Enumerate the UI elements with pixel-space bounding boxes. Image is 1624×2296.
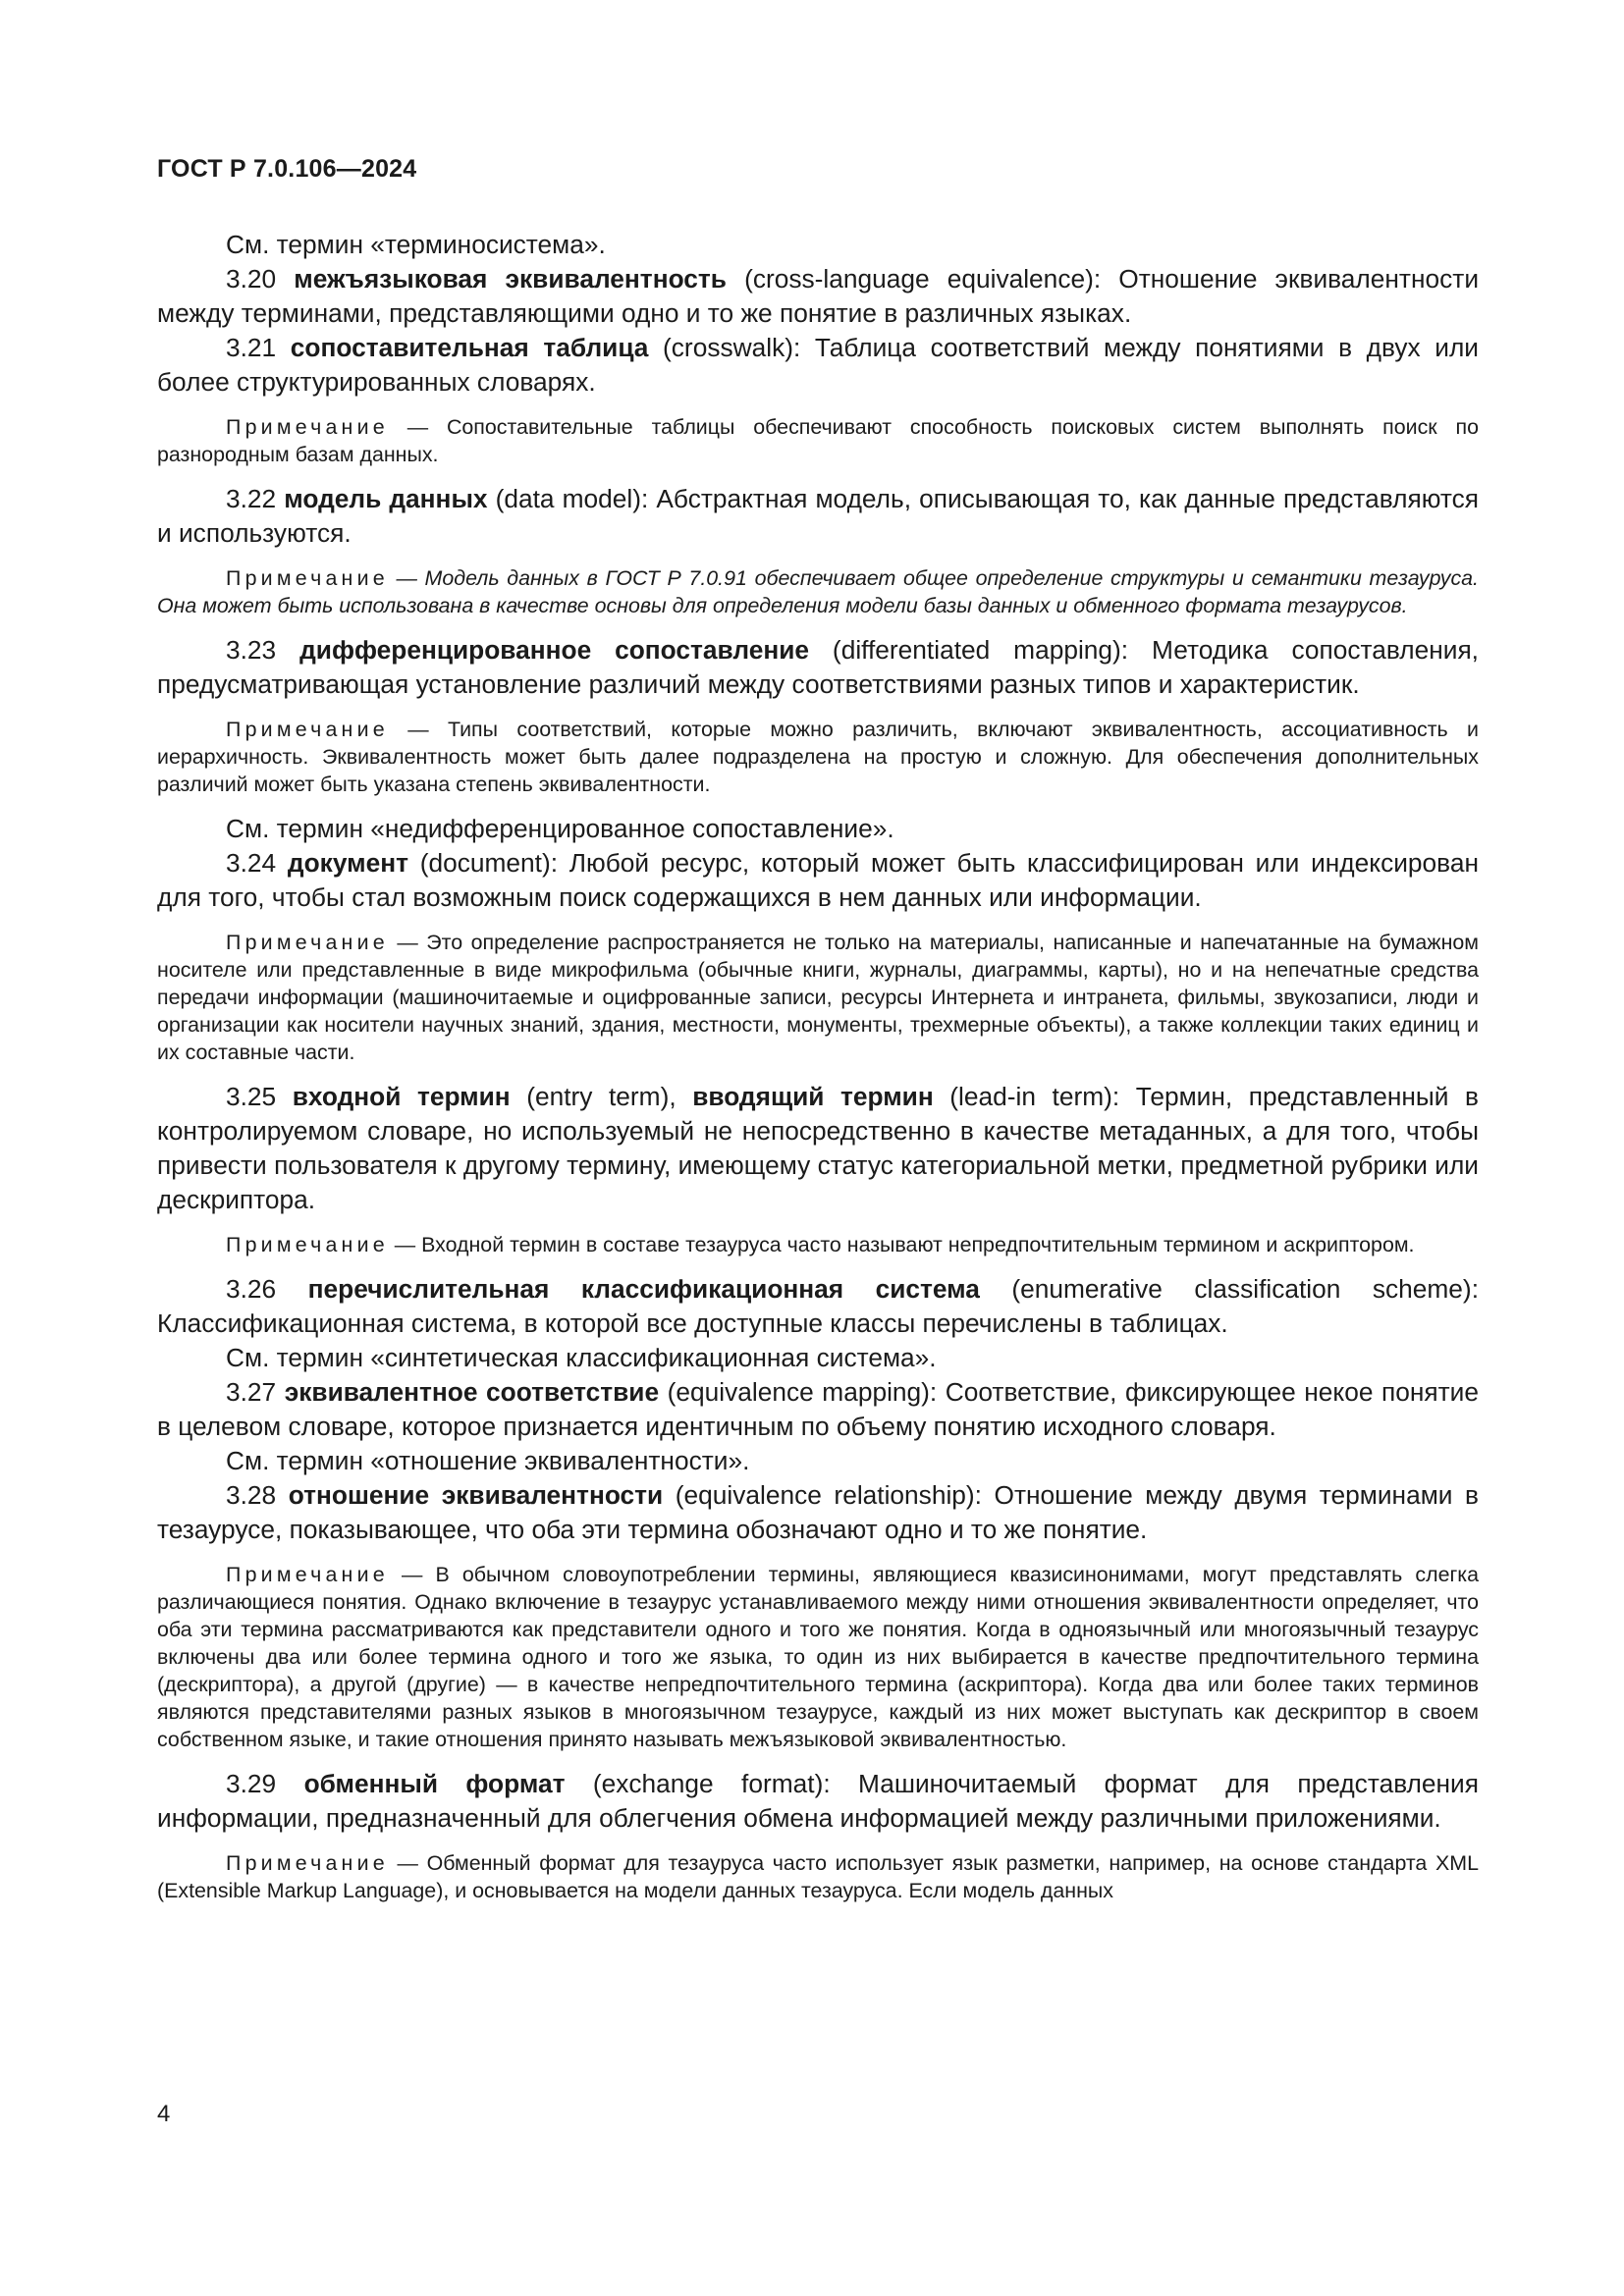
- note-label: Примечание: [226, 1851, 389, 1875]
- defined-term: обменный формат: [303, 1769, 566, 1798]
- defined-term: входной термин: [292, 1082, 511, 1111]
- paragraph-text: (entry term),: [510, 1082, 693, 1111]
- note-paragraph: [157, 929, 1479, 1066]
- note-label: Примечание: [226, 931, 389, 954]
- note-text: — Входной термин в составе тезауруса часто называют непредпочтительным термином и аскриптором.: [388, 1233, 1415, 1256]
- paragraph-text: 3.20: [226, 264, 295, 294]
- definition-paragraph: [157, 812, 1479, 846]
- paragraph-text: 3.29: [226, 1769, 304, 1798]
- note-paragraph: [157, 564, 1479, 619]
- paragraph-text: 3.24: [226, 848, 288, 878]
- defined-term: дифференцированное сопоставление: [299, 635, 810, 665]
- defined-term: межъязыковая эквивалентность: [294, 264, 727, 294]
- paragraph-text: 3.28: [226, 1480, 289, 1510]
- paragraph-text: (data model): Абстрактная модель, описывающая то, как данные представляются и используются.: [157, 484, 1479, 548]
- paragraph-text: (crosswalk): Таблица соответствий между понятиями в двух или более структурированных словарях.: [157, 333, 1480, 397]
- note-paragraph: [157, 413, 1479, 468]
- defined-term: сопоставительная таблица: [290, 333, 649, 362]
- defined-term: перечислительная классификационная система: [307, 1274, 980, 1304]
- note-paragraph: [157, 1231, 1479, 1258]
- paragraph-text: (equivalence relationship): Отношение между двумя терминами в тезаурусе, показывающее, что оба эти термина обозначают одно и то же понятие.: [157, 1480, 1479, 1544]
- paragraph-text: 3.27: [226, 1377, 285, 1407]
- note-label: Примечание: [226, 415, 389, 439]
- paragraph-text: 3.23: [226, 635, 300, 665]
- note-text: — Сопоставительные таблицы обеспечивают способность поисковых систем выполнять поиск по разнородным базам данных.: [157, 415, 1479, 466]
- paragraph-text: 3.25: [226, 1082, 293, 1111]
- definition-paragraph: [157, 846, 1479, 915]
- definition-paragraph: [157, 262, 1479, 331]
- definition-paragraph: [157, 1341, 1479, 1375]
- document-body: [157, 228, 1479, 1918]
- paragraph-text: (document): Любой ресурс, который может быть классифицирован или индексирован для того, чтобы стал возможным поиск содержащихся в нем данных или информации.: [157, 848, 1479, 912]
- paragraph-text: См. термин «недифференцированное сопоставление».: [226, 814, 894, 843]
- note-label: Примечание: [226, 1233, 389, 1256]
- note-text: — В обычном словоупотреблении термины, являющиеся квазисинонимами, могут представлять слегка различающиеся понятия. Однако включение в тезаурус устанавливаемого между ними отношения эквивалентности определяет, что оба эти термина рассматриваются как представители одного и того же понятия. Когда в одноязычный или многоязычный тезаурус включены два или более термина одного и того же языка, то один из них выбирается в качестве предпочтительного термина (дескриптора), а другой (другие) — в качестве непредпочтительного термина (аскриптора). Когда два или более таких терминов являются представителями разных языков в многоязычном тезаурусе, каждый из них может выступать как дескриптор в своем собственном языке, и такие отношения принято называть межъязыковой эквивалентностью.: [157, 1563, 1479, 1751]
- defined-term: документ: [287, 848, 408, 878]
- paragraph-text: (differentiated mapping): Методика сопоставления, предусматривающая установление различий между соответствиями разных типов и характеристик.: [157, 635, 1479, 699]
- paragraph-text: (cross-language equivalence): Отношение эквивалентности между терминами, представляющими одно и то же понятие в различных языках.: [157, 264, 1480, 328]
- paragraph-text: См. термин «синтетическая классификационная система».: [226, 1343, 937, 1372]
- definition-paragraph: [157, 228, 1479, 262]
- defined-term: отношение эквивалентности: [288, 1480, 664, 1510]
- definition-paragraph: [157, 1375, 1479, 1444]
- note-paragraph: [157, 1849, 1479, 1904]
- definition-paragraph: [157, 1080, 1479, 1217]
- paragraph-text: См. термин «терминосистема».: [226, 230, 606, 259]
- note-paragraph: [157, 1561, 1479, 1753]
- note-text: — Обменный формат для тезауруса часто использует язык разметки, например, на основе стандарта XML (Extensible Markup Language), и основывается на модели данных тезауруса. Если модель данных: [157, 1851, 1479, 1902]
- paragraph-text: См. термин «отношение эквивалентности».: [226, 1446, 750, 1475]
- defined-term: эквивалентное соответствие: [284, 1377, 660, 1407]
- definition-paragraph: [157, 331, 1479, 400]
- paragraph-text: 3.22: [226, 484, 285, 513]
- paragraph-text: 3.21: [226, 333, 291, 362]
- note-paragraph: [157, 716, 1479, 798]
- note-label: Примечание: [226, 566, 389, 590]
- definition-paragraph: [157, 482, 1479, 551]
- note-text: — Модель данных в ГОСТ Р 7.0.91 обеспечивает общее определение структуры и семантики тезауруса. Она может быть использована в качестве основы для определения модели базы данных и обменного формата тезаурусов.: [157, 566, 1479, 617]
- definition-paragraph: [157, 1444, 1479, 1478]
- note-label: Примечание: [226, 718, 389, 741]
- paragraph-text: (exchange format): Машиночитаемый формат для представления информации, предназначенный для облегчения обмена информацией между различными приложениями.: [157, 1769, 1479, 1833]
- note-text: — Это определение распространяется не только на материалы, написанные и напечатанные на бумажном носителе или представленные в виде микрофильма (обычные книги, журналы, диаграммы, карты), но и на непечатные средства передачи информации (машиночитаемые и оцифрованные записи, ресурсы Интернета и интранета, фильмы, звукозаписи, люди и организации как носители научных знаний, здания, местности, монументы, трехмерные объекты), а также коллекции таких единиц и их составные части.: [157, 931, 1479, 1064]
- paragraph-text: (lead-in term): Термин, представленный в контролируемом словаре, но используемый не непосредственно в качестве метаданных, а для того, чтобы привести пользователя к другому термину, имеющему статус категориальной метки, предметной рубрики или дескриптора.: [157, 1082, 1479, 1214]
- definition-paragraph: [157, 633, 1479, 702]
- page-number: 4: [157, 2101, 171, 2127]
- definition-paragraph: [157, 1767, 1479, 1836]
- definition-paragraph: [157, 1272, 1479, 1341]
- note-text: — Типы соответствий, которые можно различить, включают эквивалентность, ассоциативность и иерархичность. Эквивалентность может быть далее подразделена на простую и сложную. Для обеспечения дополнительных различий может быть указана степень эквивалентности.: [157, 718, 1479, 796]
- defined-term: вводящий термин: [692, 1082, 934, 1111]
- defined-term: модель данных: [284, 484, 488, 513]
- document-header: ГОСТ Р 7.0.106—2024: [157, 155, 417, 183]
- paragraph-text: 3.26: [226, 1274, 308, 1304]
- definition-paragraph: [157, 1478, 1479, 1547]
- paragraph-text: (enumerative classification scheme): Классификационная система, в которой все доступные классы перечислены в таблицах.: [157, 1274, 1480, 1338]
- paragraph-text: (equivalence mapping): Соответствие, фиксирующее некое понятие в целевом словаре, которое признается идентичным по объему понятию исходного словаря.: [157, 1377, 1479, 1441]
- note-label: Примечание: [226, 1563, 389, 1586]
